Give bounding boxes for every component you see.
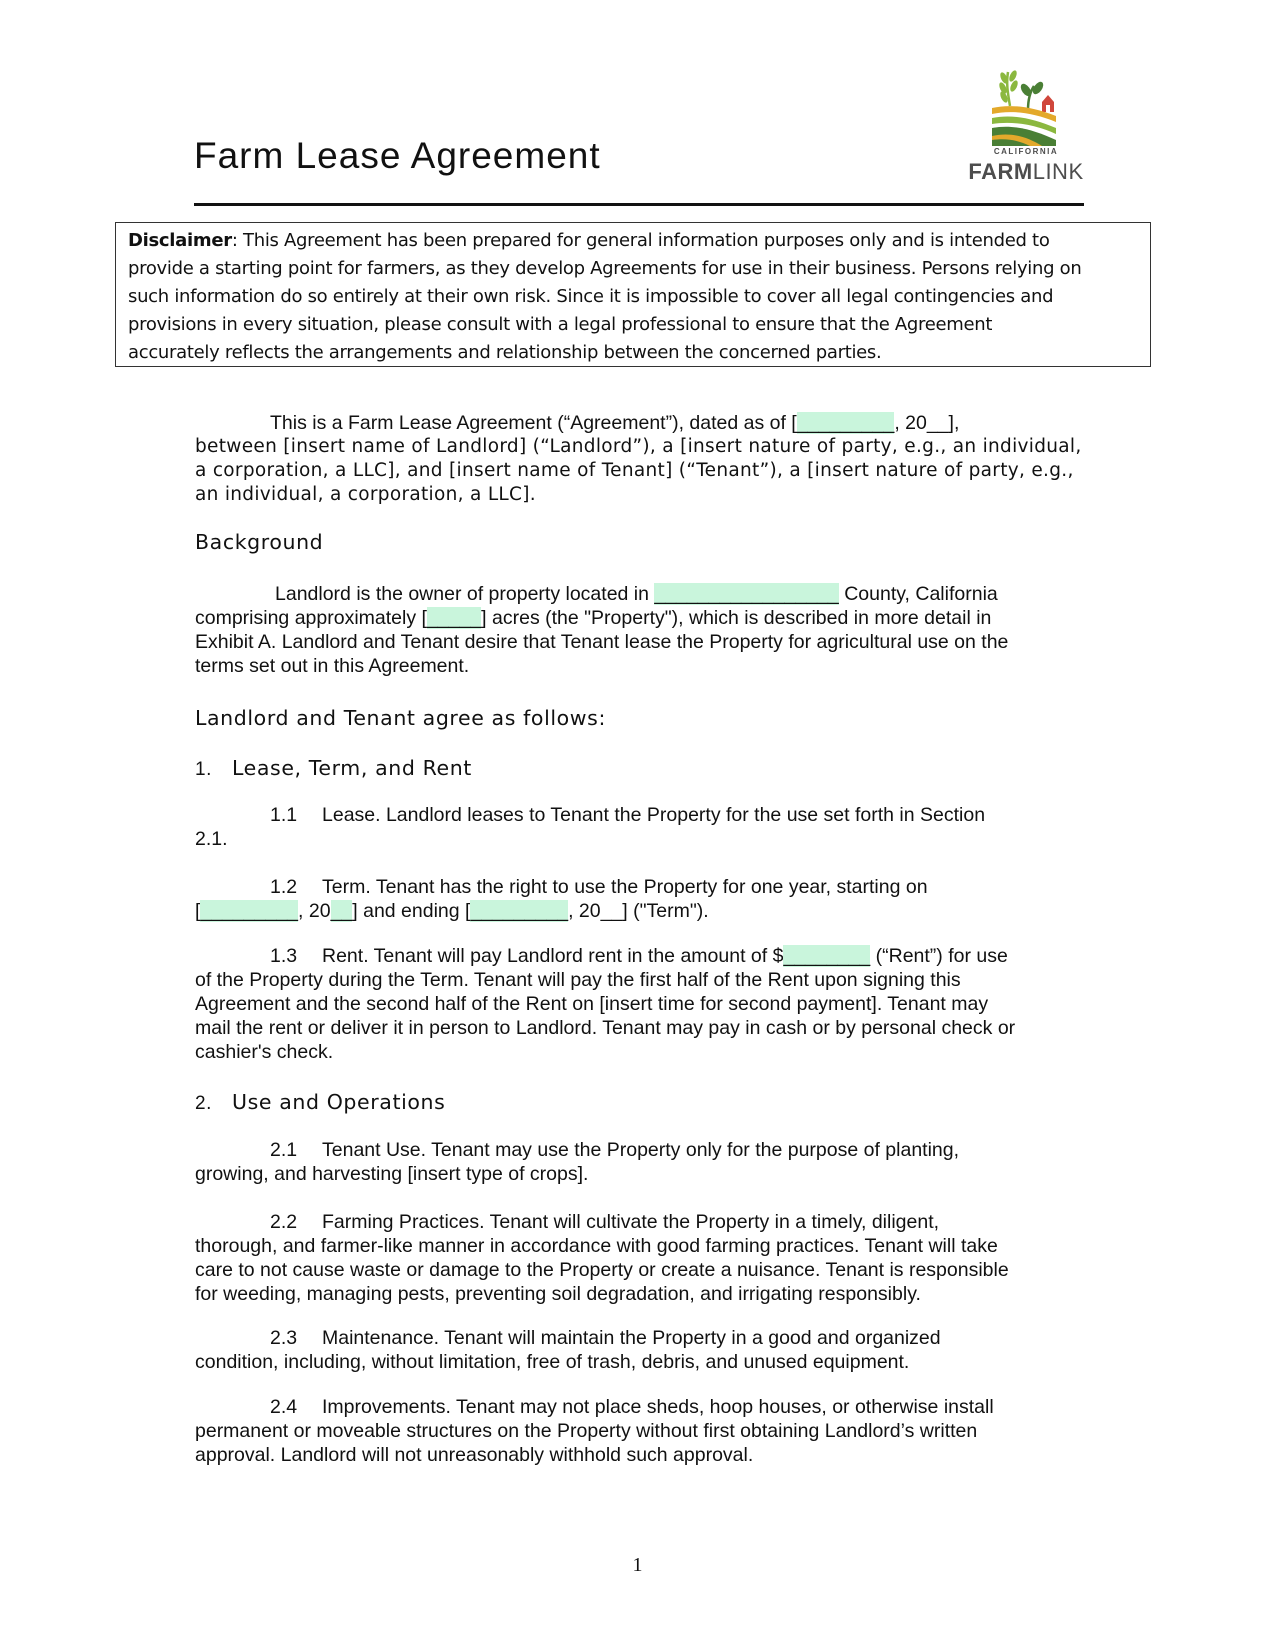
clause-1-3: 1.3 Rent. Tenant will pay Landlord rent in the amount of $________ (“Rent”) for use of the Property during the Term. Tenant will pay the first half of the Rent upon signing this Agreement and the second half of the Rent on [insert time for second payment]. Tenant may mail the rent or deliver it in person to Landlord. Tenant may pay in cash or by personal check or cashier's check. [195,945,1016,1063]
logo-wordmark: FARMLINK [968,159,1084,184]
clause-2-1: 2.1 Tenant Use. Tenant may use the Property only for the purpose of planting, growing, and harvesting [insert type of crops]. [195,1139,960,1185]
end-date-blank[interactable]: _________ [470,900,569,922]
date-blank[interactable]: _________ [796,412,895,434]
acres-blank[interactable]: _____ [426,607,482,629]
rent-amount-blank[interactable]: ________ [783,945,871,967]
logo-subtitle: CALIFORNIA [993,147,1059,156]
clause-2-3: 2.3 Maintenance. Tenant will maintain the Property in a good and organized condition, including, without limitation, free of trash, debris, and unused equipment. [195,1327,941,1373]
agree-heading: Landlord and Tenant agree as follows: [195,706,606,730]
county-blank[interactable]: _________________ [654,583,839,605]
start-date-blank[interactable]: _________ [200,900,299,922]
title-divider [194,203,1084,206]
start-year-blank[interactable]: __ [330,900,353,922]
page-number: 1 [632,1554,643,1576]
background-paragraph: Landlord is the owner of property located in _________________ County, California comprising approximately [_____] acres (the "Property"), which is described in more detail in Exhibit A. Landlord and Tenant desire that Tenant lease the Property for agricultural use on the terms set out in this Agreement. [195,583,1009,677]
farmlink-logo [966,66,1086,186]
farm-fields-sprout-logo-icon [990,66,1060,146]
clause-2-4: 2.4 Improvements. Tenant may not place sheds, hoop houses, or otherwise install permanent or moveable structures on the Property without first obtaining Landlord’s written approval. Landlord will not unreasonably withhold such approval. [195,1396,994,1466]
clause-1-1: 1.1 Lease. Landlord leases to Tenant the Property for the use set forth in Section 2.1. [195,804,986,850]
document-title: Farm Lease Agreement [194,135,601,176]
disclaimer-label: Disclaimer [128,230,232,251]
background-heading: Background [195,530,324,554]
disclaimer-box: Disclaimer: This Agreement has been prepared for general information purposes only and is intended to provide a starting point for farmers, as they develop Agreements for use in their business. Persons relying on such information do so entirely at their own risk. Since it is impossible to cover all legal contingencies and provisions in every situation, please consult with a legal professional to ensure that the Agreement accurately reflects the arrangements and relationship between the concerned parties. [115,222,1151,367]
clause-1-2: 1.2 Term. Tenant has the right to use the Property for one year, starting on [_________, 20__] and ending [_________, 20__] ("Term"). [195,876,928,922]
intro-paragraph: This is a Farm Lease Agreement (“Agreement”), dated as of [_________, 20__], between [insert name of Landlord] (“Landlord”), a [insert nature of party, e.g., an individual, a corporation, a LLC], and [insert name of Tenant] (“Tenant”), a [insert nature of party, e.g., an individual, a corporation, a LLC]. [195,412,1082,505]
clause-2-2: 2.2 Farming Practices. Tenant will cultivate the Property in a timely, diligent, thorough, and farmer-like manner in accordance with good farming practices. Tenant will take care to not cause waste or damage to the Property or create a nuisance. Tenant is responsible for weeding, managing pests, preventing soil degradation, and irrigating responsibly. [195,1211,1009,1305]
section-1-heading: 1. Lease, Term, and Rent [195,756,472,780]
section-2-heading: 2. Use and Operations [195,1090,446,1114]
